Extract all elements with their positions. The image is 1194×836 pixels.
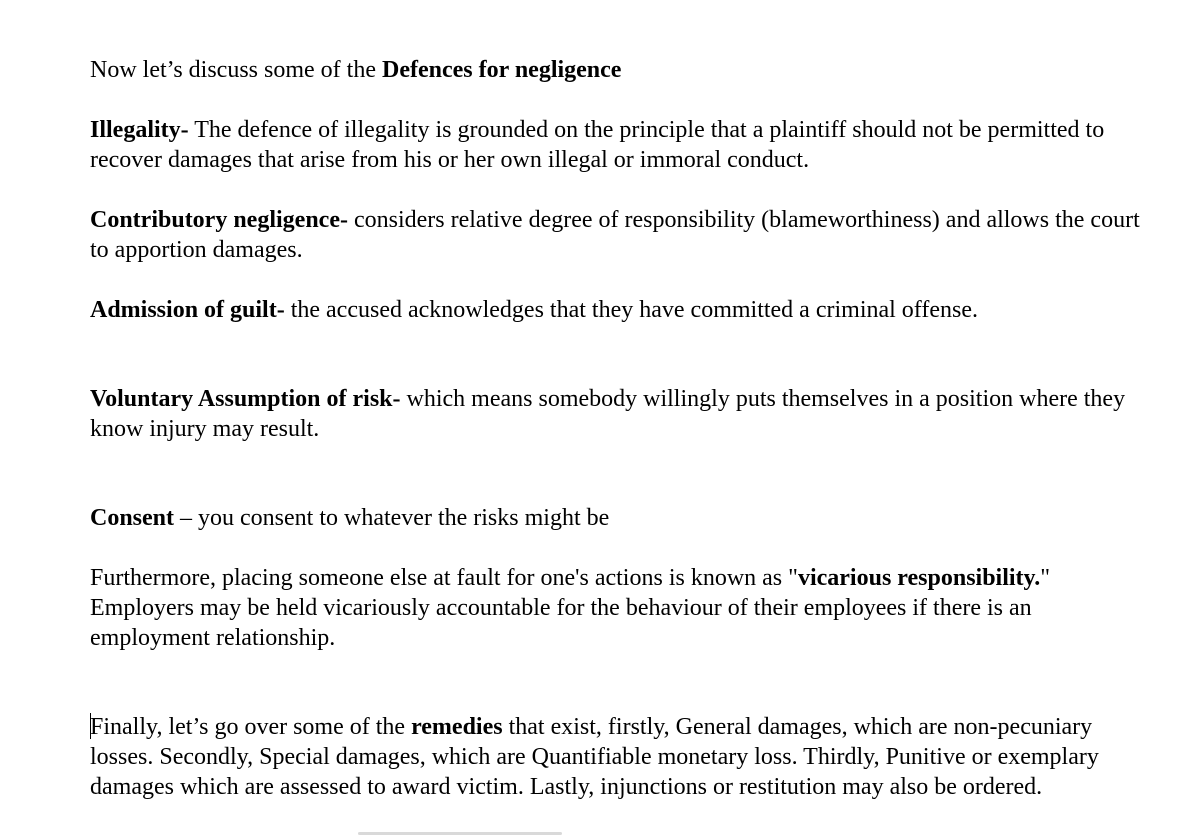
contributory-negligence-text: considers relative degree of responsibility (blameworthiness) and allows the court to apportion damages. xyxy=(90,207,1140,263)
document-body[interactable] xyxy=(90,55,1150,802)
consent-term: Consent xyxy=(90,505,175,531)
admission-of-guilt-text: the accused acknowledges that they have committed a criminal offense. xyxy=(284,297,978,323)
remedies-lead-text: Finally, let’s go over some of the xyxy=(90,714,412,740)
illegality-term: Illegality- xyxy=(90,117,189,143)
remedies-bold: remedies xyxy=(411,714,503,740)
admission-of-guilt-paragraph xyxy=(90,295,1150,325)
vicarious-responsibility-bold: vicarious responsibility. xyxy=(797,565,1041,591)
admission-of-guilt-term: Admission of guilt- xyxy=(90,297,285,323)
voluntary-assumption-term: Voluntary Assumption of risk- xyxy=(90,386,401,412)
voluntary-assumption-paragraph xyxy=(90,384,1150,444)
contributory-negligence-paragraph xyxy=(90,205,1150,265)
contributory-negligence-term: Contributory negligence- xyxy=(90,207,348,233)
consent-text: – you consent to whatever the risks might be xyxy=(174,505,610,531)
vicarious-lead-text: Furthermore, placing someone else at fault for one's actions is known as " xyxy=(90,565,798,591)
horizontal-scrollbar[interactable] xyxy=(358,832,562,835)
remedies-tail-text: that exist, firstly, General damages, which are non-pecuniary losses. Secondly, Special damages, which are Quantifiable monetary loss. Thirdly, Punitive or exemplary damages which are assessed to award victim. Lastly, injunctions or restitution may also be ordered. xyxy=(90,714,1099,800)
vicarious-tail-text: " Employers may be held vicariously accountable for the behaviour of their employees if there is an employment relationship. xyxy=(90,565,1051,651)
remedies-paragraph xyxy=(90,712,1150,802)
intro-heading-bold: Defences for negligence xyxy=(381,57,622,83)
intro-text: Now let’s discuss some of the xyxy=(90,57,382,83)
consent-paragraph xyxy=(90,503,1150,533)
illegality-paragraph xyxy=(90,115,1150,175)
voluntary-assumption-text: which means somebody willingly puts themselves in a position where they know injury may result. xyxy=(90,386,1126,442)
intro-paragraph xyxy=(90,55,1150,85)
illegality-text: The defence of illegality is grounded on the principle that a plaintiff should not be permitted to recover damages that arise from his or her own illegal or immoral conduct. xyxy=(90,117,1105,173)
vicarious-responsibility-paragraph xyxy=(90,563,1150,653)
